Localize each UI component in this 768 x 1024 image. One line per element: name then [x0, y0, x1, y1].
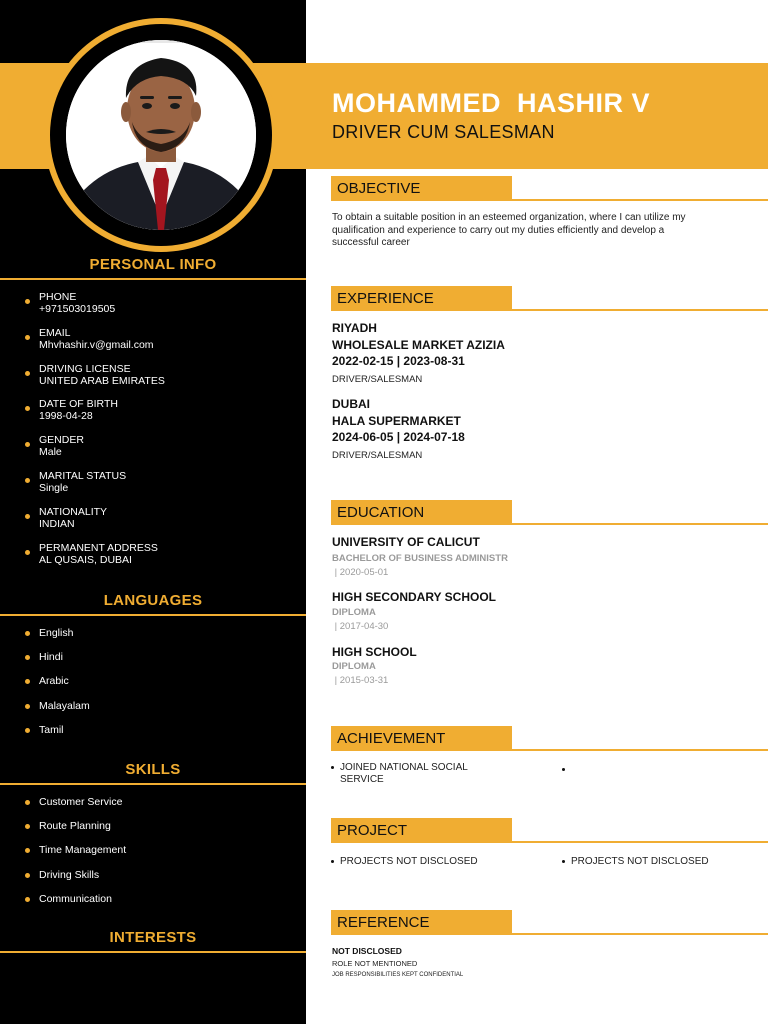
skill-label: Route Planning [39, 820, 111, 833]
objective-text: To obtain a suitable position in an esteemed organization, where I can utilize my qualification and experience to carry out my duties efficiently and develop a successful career [332, 212, 686, 248]
candidate-name: MOHAMMED HASHIR V [332, 88, 650, 118]
education-date: | 2015-03-31 [332, 675, 389, 686]
language-item [0, 675, 306, 699]
language-label: Tamil [39, 723, 64, 736]
education-degree: DIPLOMA [332, 661, 376, 672]
reference-name: NOT DISCLOSED [332, 946, 402, 956]
profile-photo [66, 40, 256, 230]
bullet-dot-icon [331, 766, 334, 769]
gender-value: Male [39, 446, 62, 459]
education-school: HIGH SCHOOL [332, 645, 417, 659]
phone-item [0, 291, 306, 327]
achievement-item [331, 762, 506, 785]
marital-status-label: MARITAL STATUS [39, 469, 127, 482]
project-heading: PROJECT [331, 818, 512, 843]
bullet-dot-icon [25, 478, 30, 483]
experience-position: DRIVER/SALESMAN [332, 450, 423, 461]
skills-divider [0, 783, 306, 785]
project-divider [331, 841, 768, 843]
bullet-dot-icon [25, 335, 30, 340]
bullet-dot-icon [25, 655, 30, 660]
skill-item [0, 893, 306, 917]
skill-item [0, 844, 306, 868]
reference-heading: REFERENCE [331, 910, 512, 935]
skill-item [0, 796, 306, 820]
person-portrait-icon [66, 40, 256, 230]
achievement-heading: ACHIEVEMENT [331, 726, 512, 751]
nationality-value: INDIAN [39, 517, 75, 530]
date-of-birth-value: 1998-04-28 [39, 410, 93, 423]
experience-company: WHOLESALE MARKET AZIZIA [332, 338, 505, 352]
bullet-dot-icon [25, 873, 30, 878]
skill-item [0, 820, 306, 844]
interests-divider [0, 951, 306, 953]
bullet-dot-icon [25, 371, 30, 376]
project-text: PROJECTS NOT DISCLOSED [571, 856, 709, 867]
language-label: English [39, 627, 74, 639]
candidate-role: DRIVER CUM SALESMAN [332, 122, 555, 142]
email-value: Mhvhashir.v@gmail.com [39, 338, 154, 351]
interests-heading: INTERESTS [109, 929, 197, 946]
bullet-dot-icon [25, 728, 30, 733]
language-label: Arabic [39, 675, 69, 688]
phone-label: PHONE [39, 291, 77, 303]
languages-heading: LANGUAGES [103, 592, 203, 609]
bullet-dot-icon [25, 514, 30, 519]
language-item [0, 627, 306, 651]
reference-role: ROLE NOT MENTIONED [332, 959, 418, 968]
date-of-birth-label: DATE OF BIRTH [39, 398, 118, 411]
skill-label: Communication [39, 892, 112, 905]
education-school: HIGH SECONDARY SCHOOL [332, 590, 497, 604]
personal-info-heading: PERSONAL INFO [89, 256, 217, 273]
skill-label: Driving Skills [39, 868, 100, 881]
bullet-dot-icon [331, 860, 334, 863]
bullet-dot-icon [25, 406, 30, 411]
project-text: PROJECTS NOT DISCLOSED [340, 856, 478, 867]
language-item [0, 724, 306, 748]
education-degree: DIPLOMA [332, 607, 376, 618]
experience-company: HALA SUPERMARKET [332, 414, 461, 428]
skill-label: Time Management [39, 844, 127, 857]
bullet-dot-icon [25, 800, 30, 805]
bullet-dot-icon [25, 679, 30, 684]
skills-heading: SKILLS [125, 761, 181, 778]
gender-label: GENDER [39, 434, 84, 447]
achievement-divider [331, 749, 768, 751]
education-school: UNIVERSITY OF CALICUT [332, 535, 480, 549]
project-item [331, 856, 531, 868]
gender-item [0, 434, 306, 470]
bullet-dot-icon [25, 442, 30, 447]
permanent-address-label: PERMANENT ADDRESS [39, 541, 158, 554]
reference-note: JOB RESPONSIBILITIES KEPT CONFIDENTIAL [332, 972, 464, 978]
skill-label: Customer Service [39, 796, 123, 808]
experience-divider [331, 309, 768, 311]
experience-city: DUBAI [332, 397, 370, 411]
experience-city: RIYADH [332, 321, 377, 335]
reference-divider [331, 933, 768, 935]
bullet-dot-icon [562, 860, 565, 863]
languages-list [0, 627, 306, 748]
marital-status-item [0, 470, 306, 506]
email-item [0, 327, 306, 363]
bullet-dot-icon [25, 299, 30, 304]
nationality-item [0, 506, 306, 542]
bullet-dot-icon [25, 824, 30, 829]
experience-dates: 2024-06-05 | 2024-07-18 [332, 430, 465, 444]
achievement-text: JOINED NATIONAL SOCIAL SERVICE [340, 762, 468, 785]
driving-license-item [0, 363, 306, 399]
bullet-dot-icon [25, 848, 30, 853]
skill-item [0, 869, 306, 893]
bullet-dot-icon [25, 631, 30, 636]
objective-heading: OBJECTIVE [331, 176, 512, 201]
marital-status-value: Single [39, 481, 69, 494]
language-label: Hindi [39, 651, 63, 664]
experience-heading: EXPERIENCE [331, 286, 512, 311]
experience-position: DRIVER/SALESMAN [332, 374, 423, 385]
personal-info-list [0, 291, 306, 577]
education-degree: BACHELOR OF BUSINESS ADMINISTR [332, 553, 508, 564]
objective-divider [331, 199, 768, 201]
education-heading: EDUCATION [331, 500, 512, 525]
bullet-dot-icon [25, 550, 30, 555]
skills-list [0, 796, 306, 917]
experience-dates: 2022-02-15 | 2023-08-31 [332, 354, 465, 368]
bullet-dot-icon [562, 768, 565, 771]
phone-value: +971503019505 [39, 303, 116, 315]
education-date: | 2017-04-30 [332, 621, 389, 632]
language-item [0, 651, 306, 675]
project-item [562, 856, 762, 868]
email-label: EMAIL [39, 326, 71, 339]
languages-divider [0, 614, 306, 616]
language-item [0, 700, 306, 724]
driving-license-label: DRIVING LICENSE [39, 362, 131, 375]
language-label: Malayalam [39, 699, 90, 712]
education-date: | 2020-05-01 [332, 567, 389, 578]
education-divider [331, 523, 768, 525]
nationality-label: NATIONALITY [39, 505, 108, 518]
permanent-address-item [0, 542, 306, 578]
bullet-dot-icon [25, 704, 30, 709]
driving-license-value: UNITED ARAB EMIRATES [39, 374, 165, 387]
date-of-birth-item [0, 398, 306, 434]
permanent-address-value: AL QUSAIS, DUBAI [39, 553, 132, 566]
personal-info-divider [0, 278, 306, 280]
bullet-dot-icon [25, 897, 30, 902]
